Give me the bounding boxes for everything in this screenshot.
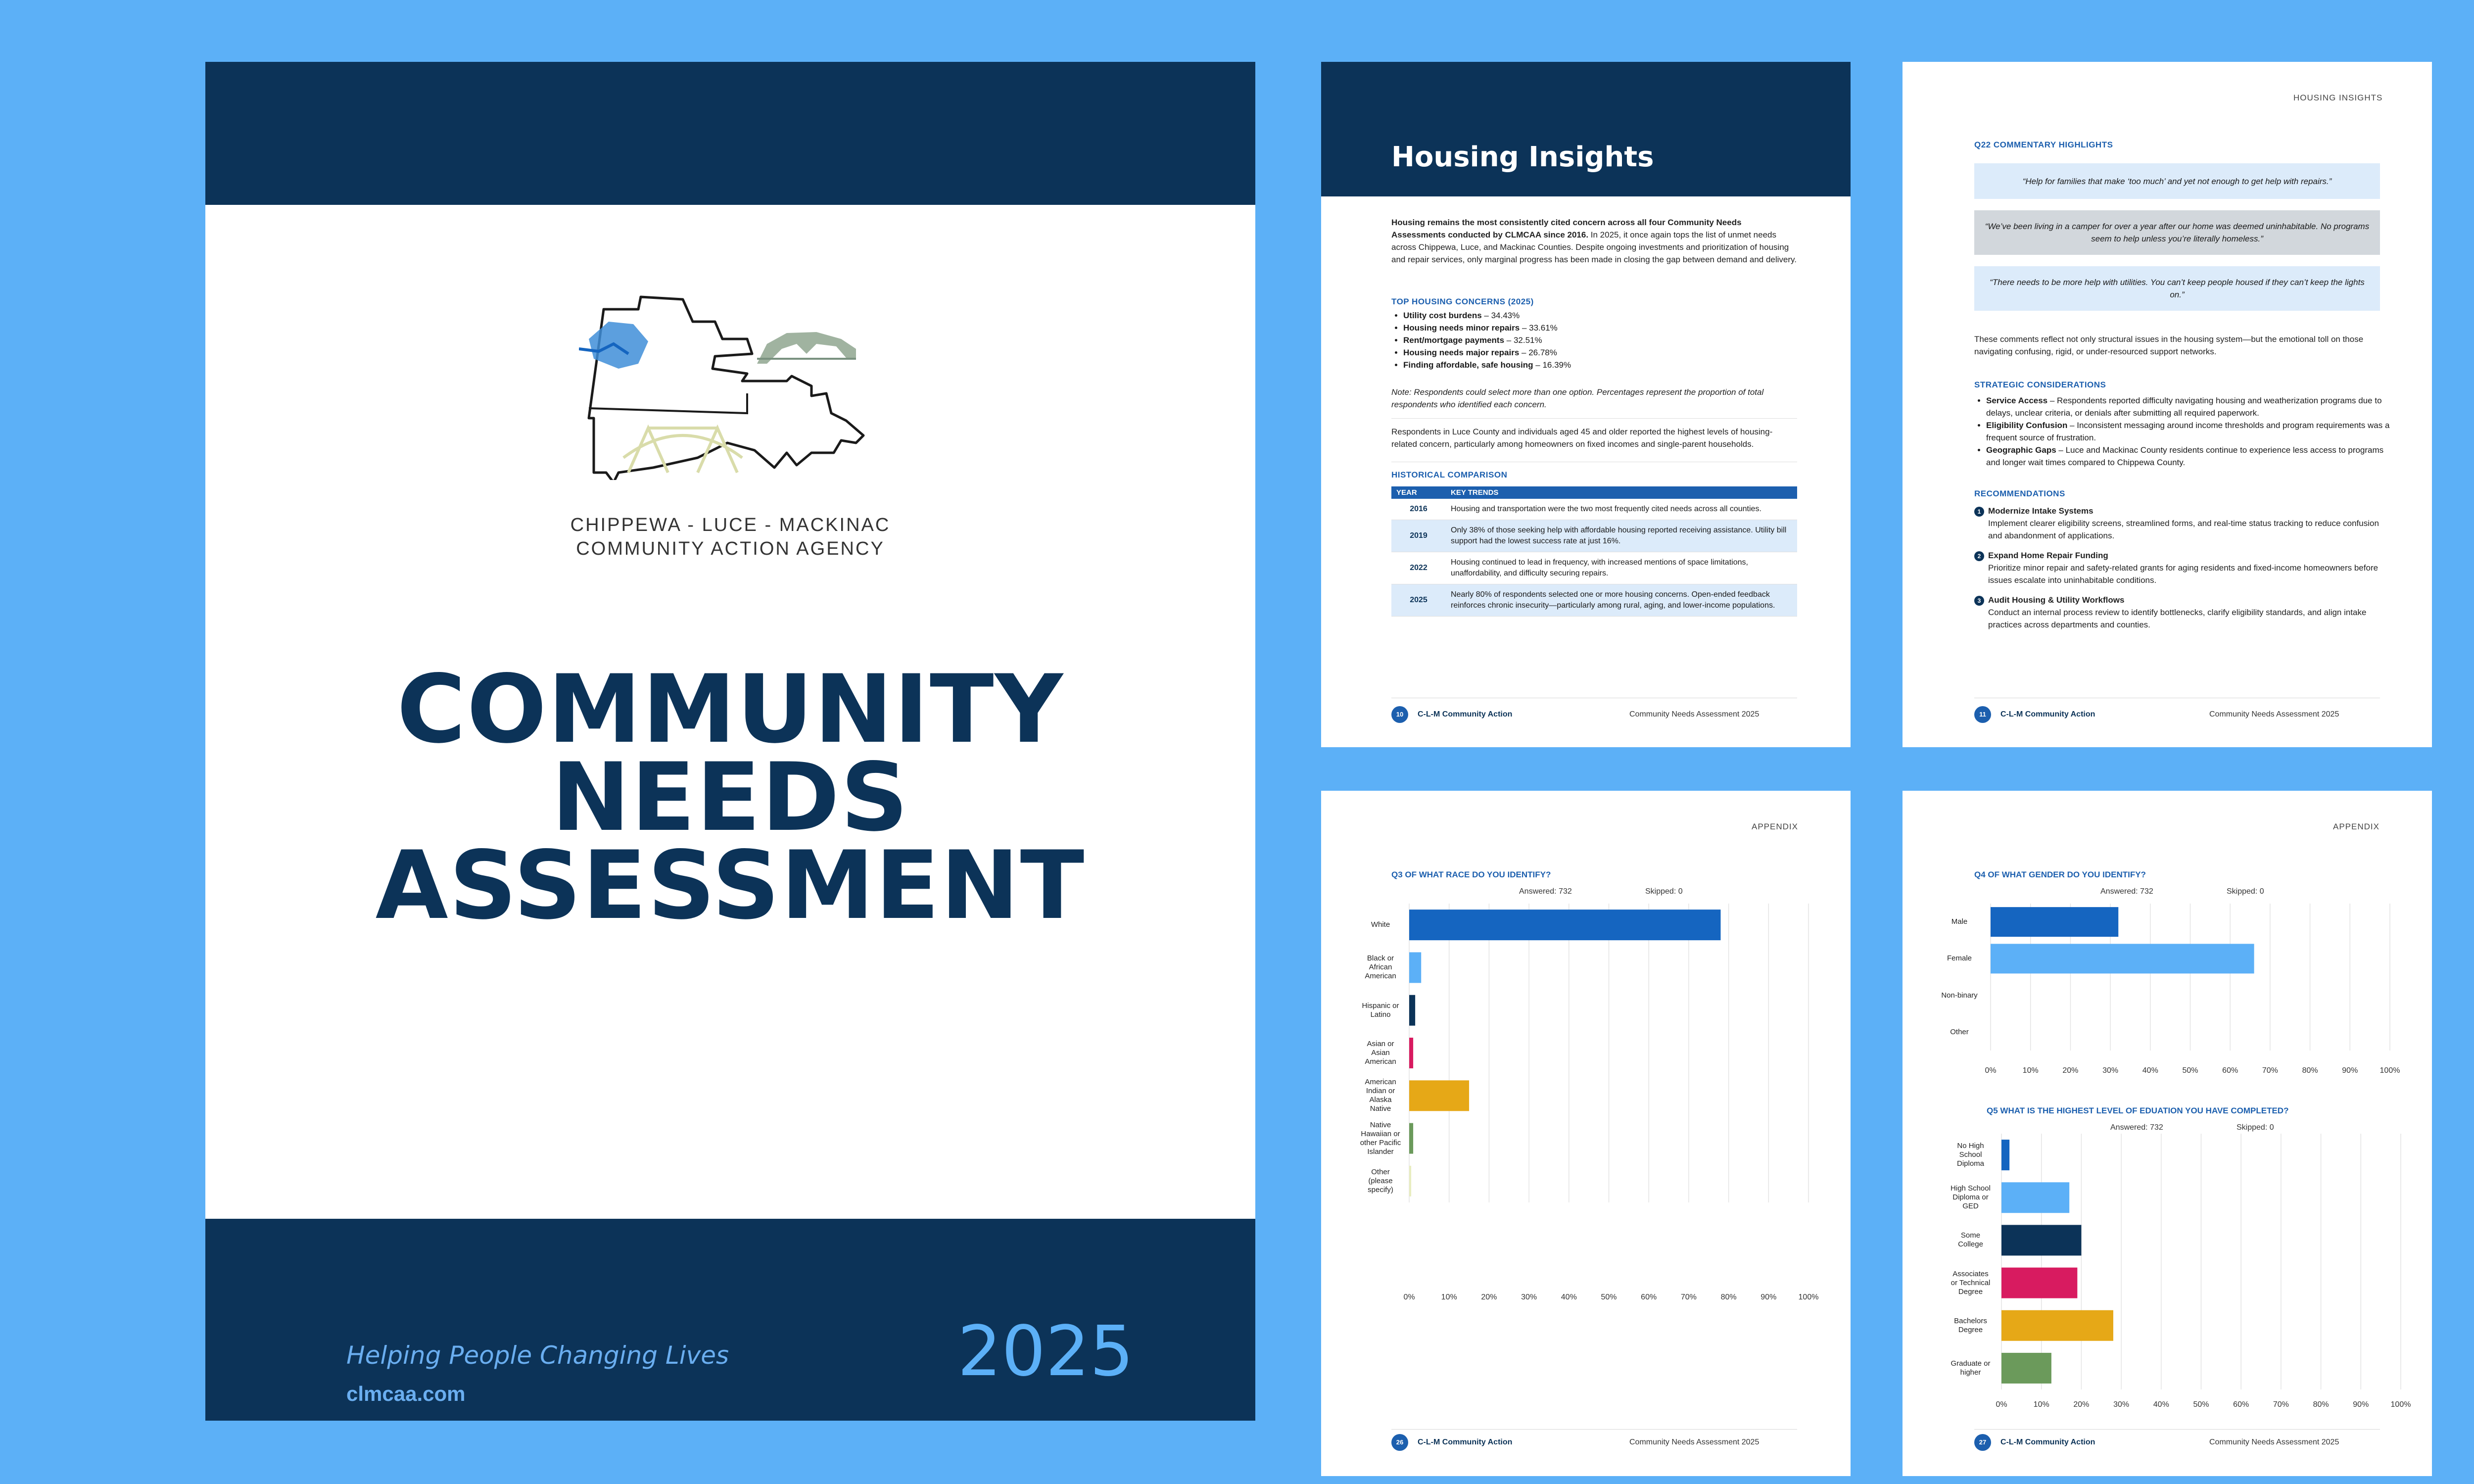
agency-name-line2: COMMUNITY ACTION AGENCY [576, 538, 885, 559]
number-bullet: 3 [1974, 596, 1984, 606]
housing-intro-rest: In 2025, it once again tops the list of unmet needs across Chippewa, Luce, and Mackinac Counties. Despite ongoing investments and prioritization of housing and repair services, only marginal progress has been made in closing the gap between demand and delivery. [1391, 230, 1797, 264]
footer-org: C-L-M Community Action [1418, 1438, 1513, 1446]
bar [2001, 1225, 2081, 1255]
chart-title: Q5 WHAT IS THE HIGHEST LEVEL OF EDUATION YOU HAVE COMPLETED? [1987, 1106, 2289, 1115]
housing-intro-bold: Housing remains the most consistently cited concern across all four Community Needs Assessments conducted by CLMCAA since 2016. [1391, 218, 1742, 239]
category-label: American Indian or Alaska Native [1365, 1078, 1396, 1113]
housing-intro [1391, 216, 1797, 266]
category-label: Asian or Asian American [1365, 1040, 1396, 1066]
answered-count: Answered: 732 [2110, 1123, 2163, 1132]
category-label: Native Hawaiian or other Pacific Islander [1360, 1120, 1401, 1156]
category-label: White [1371, 920, 1390, 929]
housing-title: Housing Insights [1391, 141, 1654, 173]
list-item: • Geographic Gaps – Luce and Mackinac County residents continue to experience less access to programs and longer wait times compared to Chippewa County. [1986, 444, 2392, 469]
chart-title: Q4 OF WHAT GENDER DO YOU IDENTIFY? [1974, 870, 2146, 879]
concerns-list [1391, 309, 1809, 371]
historical-table [1391, 486, 1797, 617]
table-header-year: YEAR [1391, 486, 1446, 499]
running-header: APPENDIX [1752, 822, 1798, 831]
x-tick-label: 60% [2233, 1400, 2249, 1409]
running-header: APPENDIX [2333, 822, 2379, 831]
footer-doc-title: Community Needs Assessment 2025 [2209, 1438, 2339, 1446]
x-tick-label: 50% [2193, 1400, 2209, 1409]
quote-box: “We’ve been living in a camper for over a year after our home was deemed uninhabitable. No programs seem to help unless you’re literally homeless.” [1974, 210, 2380, 255]
x-tick-label: 90% [2353, 1400, 2369, 1409]
x-tick-label: 100% [1798, 1293, 1819, 1301]
x-tick-label: 20% [2062, 1066, 2079, 1075]
number-bullet: 2 [1974, 551, 1984, 561]
x-tick-label: 10% [2022, 1066, 2039, 1075]
cover-title-line1: COMMUNITY [396, 655, 1064, 764]
cover-title-line3: ASSESSMENT [375, 831, 1086, 940]
footer-org: C-L-M Community Action [2000, 1438, 2095, 1446]
bar [1409, 1080, 1469, 1111]
x-tick-label: 100% [2390, 1400, 2411, 1409]
concerns-note: Note: Respondents could select more than one option. Percentages represent the proportion of total respondents who identified each concern. [1391, 387, 1764, 409]
recommendation-item: 3 Audit Housing & Utility Workflows Conduct an internal process review to identify bottlenecks, clarify eligibility standards, and align intake practices across departments and counties. [1974, 594, 2380, 631]
list-item: • Housing needs major repairs – 26.78% [1403, 346, 1809, 359]
cover-year: 2025 [957, 1311, 1134, 1392]
answered-count: Answered: 732 [1519, 887, 1572, 896]
x-tick-label: 90% [2342, 1066, 2358, 1075]
commentary-paragraph: These comments reflect not only structural issues in the housing system—but the emotional toll on those navigating confusing, rigid, or under-resourced support networks. [1974, 335, 2364, 356]
bar [2001, 1268, 2077, 1298]
table-header-trends: KEY TRENDS [1446, 486, 1797, 499]
footer-doc-title: Community Needs Assessment 2025 [1629, 1438, 1760, 1446]
footer-divider [1974, 1429, 2380, 1430]
bar [2001, 1182, 2069, 1213]
housing-header-band [1321, 62, 1851, 196]
skipped-count: Skipped: 0 [2227, 887, 2264, 896]
agency-name-line1: CHIPPEWA - LUCE - MACKINAC [570, 515, 891, 535]
table-row: 2022 Housing continued to lead in frequency, with increased mentions of space limitations, unaffordability, and difficulty securing repairs. [1391, 552, 1797, 584]
x-tick-label: 30% [2102, 1066, 2119, 1075]
x-tick-label: 10% [1441, 1293, 1457, 1301]
number-bullet: 1 [1974, 507, 1984, 517]
bar [2001, 1140, 2009, 1170]
page-number-badge: 11 [1974, 706, 1991, 723]
x-tick-label: 10% [2033, 1400, 2049, 1409]
skipped-count: Skipped: 0 [2236, 1123, 2274, 1132]
footer-doc-title: Community Needs Assessment 2025 [1629, 710, 1760, 718]
quote-box: “There needs to be more help with utilities. You can’t keep people housed if they can’t keep the lights on.” [1974, 266, 2380, 311]
x-tick-label: 20% [2073, 1400, 2090, 1409]
footer-org: C-L-M Community Action [2000, 710, 2095, 718]
category-label: Bachelors Degree [1954, 1316, 1987, 1334]
x-tick-label: 80% [1720, 1293, 1737, 1301]
table-row: 2016 Housing and transportation were the two most frequently cited needs across all counties. [1391, 499, 1797, 520]
list-item: • Eligibility Confusion – Inconsistent messaging around income thresholds and program requirements was a frequent source of frustration. [1986, 419, 2392, 444]
x-tick-label: 0% [1996, 1400, 2007, 1409]
footer-doc-title: Community Needs Assessment 2025 [2209, 710, 2339, 718]
list-item: • Finding affordable, safe housing – 16.39% [1403, 359, 1809, 371]
category-label: Associates or Technical Degree [1951, 1269, 1991, 1296]
bar [1409, 910, 1720, 940]
list-item: • Rent/mortgage payments – 32.51% [1403, 334, 1809, 346]
page-number-badge: 10 [1391, 706, 1408, 723]
recommendation-item: 1 Modernize Intake Systems Implement clearer eligibility screens, streamlined forms, and real-time status tracking to reduce confusion and abandonment of applications. [1974, 505, 2380, 542]
x-tick-label: 80% [2313, 1400, 2329, 1409]
x-tick-label: 0% [1403, 1293, 1415, 1301]
recommendations-heading: RECOMMENDATIONS [1974, 489, 2065, 498]
divider [1391, 418, 1797, 419]
bar [2001, 1310, 2113, 1341]
x-tick-label: 40% [2153, 1400, 2169, 1409]
x-tick-label: 100% [2379, 1066, 2400, 1075]
bar [1409, 952, 1421, 983]
recommendation-item: 2 Expand Home Repair Funding Prioritize minor repair and safety-related grants for aging residents and fixed-income homeowners before issues escalate into uninhabitable conditions. [1974, 549, 2380, 586]
commentary-heading: Q22 COMMENTARY HIGHLIGHTS [1974, 140, 2113, 149]
table-row: 2019 Only 38% of those seeking help with affordable housing reported receiving assistance. Utility bill support had the lowest success rate at just 16%. [1391, 520, 1797, 552]
x-tick-label: 50% [1601, 1293, 1617, 1301]
bar [1409, 995, 1415, 1026]
x-tick-label: 40% [1561, 1293, 1577, 1301]
page-number-badge: 26 [1391, 1434, 1408, 1451]
category-label: Non-binary [1941, 991, 1978, 1000]
list-item: • Housing needs minor repairs – 33.61% [1403, 322, 1809, 334]
x-tick-label: 30% [1521, 1293, 1537, 1301]
housing-insights-page [1321, 62, 1851, 747]
cover-top-band [205, 62, 1255, 205]
x-tick-label: 50% [2182, 1066, 2198, 1075]
bar [1409, 1123, 1413, 1154]
x-tick-label: 60% [1641, 1293, 1657, 1301]
x-tick-label: 90% [1760, 1293, 1777, 1301]
list-item: • Service Access – Respondents reported difficulty navigating housing and weatherization programs due to delays, unclear criteria, or denials after submitting all required paperwork. [1986, 394, 2392, 419]
cover-website-link[interactable]: clmcaa.com [346, 1382, 466, 1405]
bar [1409, 1038, 1413, 1068]
quote-box: “Help for families that make ‘too much’ and yet not enough to get help with repairs.” [1974, 163, 2380, 199]
housing-commentary-page [1903, 62, 2432, 747]
x-tick-label: 30% [2113, 1400, 2130, 1409]
x-tick-label: 70% [2273, 1400, 2289, 1409]
running-header: HOUSING INSIGHTS [2293, 93, 2383, 102]
answered-count: Answered: 732 [2100, 887, 2153, 896]
skipped-count: Skipped: 0 [1645, 887, 1683, 896]
category-label: Female [1947, 954, 1972, 963]
category-label: Some College [1958, 1231, 1983, 1249]
x-tick-label: 40% [2142, 1066, 2158, 1075]
agency-logo-map [579, 294, 881, 480]
footer-divider [1391, 1429, 1797, 1430]
bar [2001, 1353, 2051, 1384]
x-tick-label: 60% [2222, 1066, 2238, 1075]
list-item: • Utility cost burdens – 34.43% [1403, 309, 1809, 322]
table-row: 2025 Nearly 80% of respondents selected one or more housing concerns. Open-ended feedback reinforces chronic insecurity—particularly among rural, aging, and lower-income populations. [1391, 584, 1797, 617]
category-label: Hispanic or Latino [1362, 1001, 1399, 1019]
cover-page [205, 62, 1255, 1421]
historical-heading: HISTORICAL COMPARISON [1391, 470, 1508, 479]
page-number-badge: 27 [1974, 1434, 1991, 1451]
x-tick-label: 0% [1985, 1066, 1997, 1075]
bar [1409, 1166, 1411, 1197]
category-label: High School Diploma or GED [1951, 1184, 1991, 1211]
x-tick-label: 20% [1481, 1293, 1497, 1301]
appendix-race-page [1321, 791, 1851, 1476]
strategic-list [1974, 394, 2392, 469]
chart-title: Q3 OF WHAT RACE DO YOU IDENTIFY? [1391, 870, 1551, 879]
category-label: Other [1950, 1027, 1969, 1036]
footer-org: C-L-M Community Action [1418, 710, 1513, 718]
strategic-heading: STRATEGIC CONSIDERATIONS [1974, 380, 2106, 389]
cover-tagline: Helping People Changing Lives [346, 1341, 729, 1370]
x-tick-label: 70% [2262, 1066, 2278, 1075]
cover-title-line2: NEEDS [551, 743, 909, 852]
category-label: Other (please specify) [1368, 1167, 1393, 1194]
category-label: Black or African American [1365, 954, 1396, 981]
category-label: No High School Diploma [1956, 1142, 1985, 1168]
category-label: Male [1951, 917, 1968, 926]
x-tick-label: 80% [2302, 1066, 2318, 1075]
category-label: Graduate or higher [1951, 1359, 1991, 1377]
x-tick-label: 70% [1680, 1293, 1697, 1301]
housing-paragraph2: Respondents in Luce County and individuals aged 45 and older reported the highest levels of housing-related concern, particularly among homeowners on fixed incomes and single-parent households. [1391, 427, 1773, 449]
appendix-gender-page [1903, 791, 2432, 1476]
concerns-heading: TOP HOUSING CONCERNS (2025) [1391, 297, 1534, 306]
